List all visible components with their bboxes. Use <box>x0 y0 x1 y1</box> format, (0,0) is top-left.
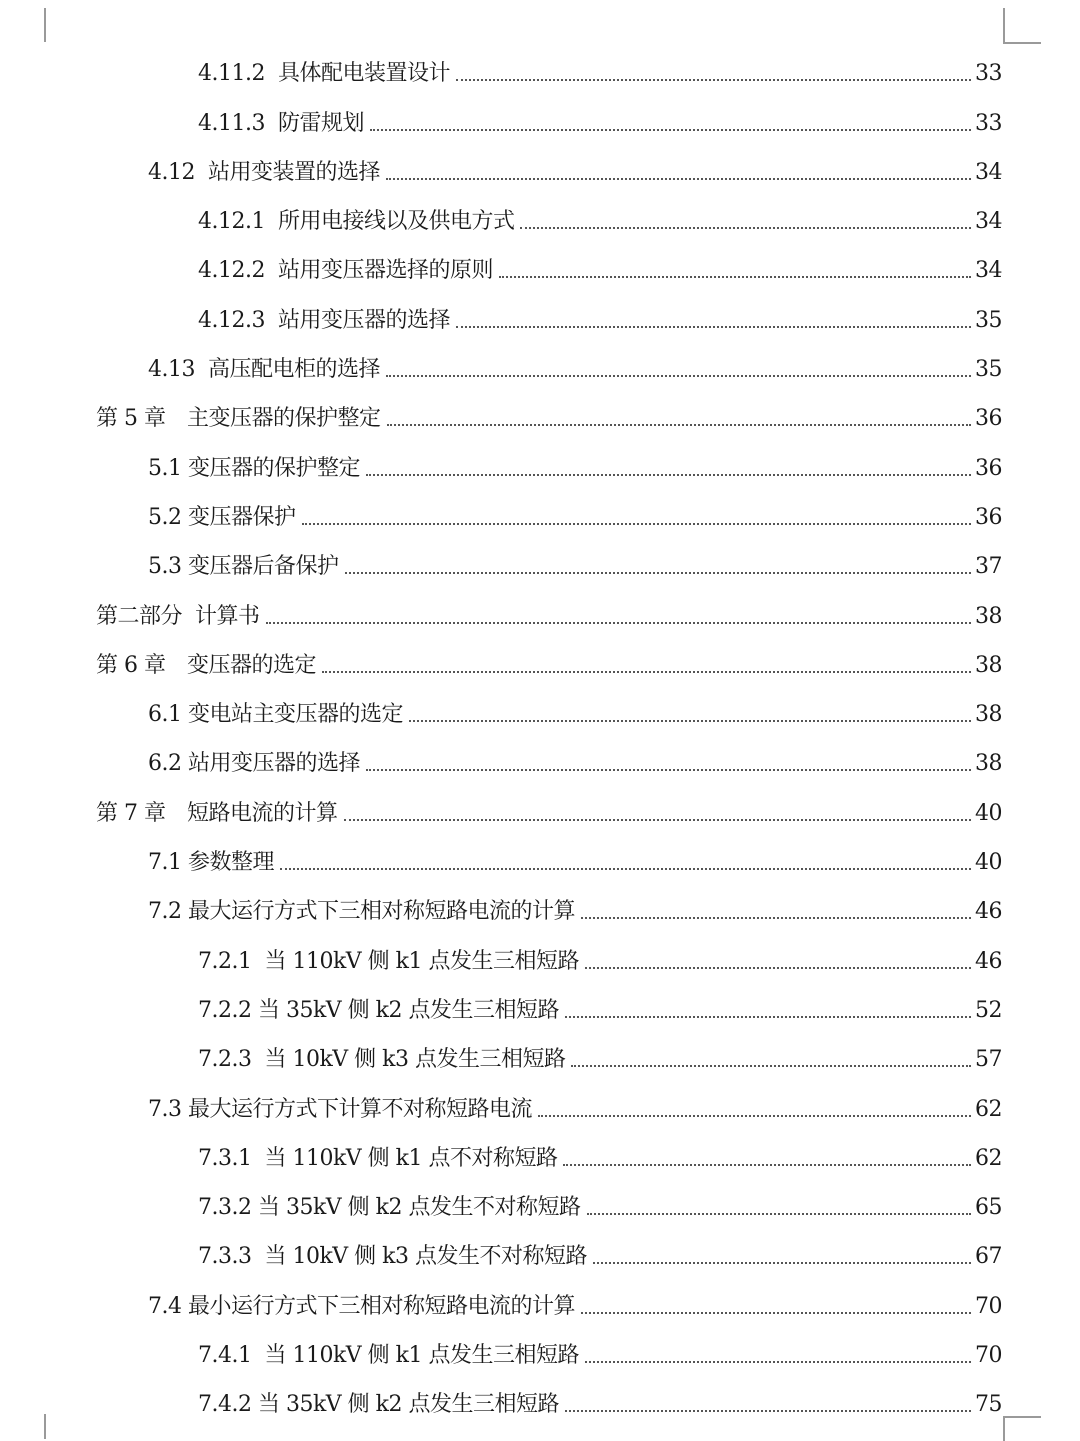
toc-entry[interactable] <box>0 1369 1080 1418</box>
toc-entry-page-number: 34 <box>975 159 1002 185</box>
toc-entry-number: 第 7 章 <box>96 800 187 826</box>
toc-entry-page-number: 62 <box>975 1096 1002 1122</box>
toc-entry-title: 站用变压器的选择 <box>187 751 360 777</box>
toc-entry-title: 变压器的选定 <box>186 652 316 678</box>
toc-entry-number: 7.4.1 <box>198 1343 265 1369</box>
toc-entry-page-number: 75 <box>975 1392 1002 1418</box>
dot-leader <box>345 572 972 574</box>
dot-leader <box>409 720 971 722</box>
toc-entry-page-number: 33 <box>975 110 1002 136</box>
toc-entry-title: 当 110kV 侧 k1 点不对称短路 <box>264 1145 558 1171</box>
toc-entry[interactable] <box>0 925 1080 974</box>
toc-entry-title: 短路电流的计算 <box>186 800 338 826</box>
toc-entry-title: 最小运行方式下三相对称短路电流的计算 <box>187 1293 575 1319</box>
toc-entry-number: 第二部分 <box>96 603 195 629</box>
toc-entry[interactable] <box>0 975 1080 1024</box>
toc-entry-page-number: 36 <box>975 455 1002 481</box>
toc-entry-number: 7.3.2 <box>198 1195 258 1221</box>
dot-leader <box>585 967 971 969</box>
toc-entry-title: 变电站主变压器的选定 <box>187 702 403 728</box>
toc-entry-page-number: 57 <box>975 1047 1002 1073</box>
toc-entry-number: 7.4.2 <box>198 1392 258 1418</box>
toc-entry-title: 具体配电装置设计 <box>277 61 450 87</box>
toc-entry-title: 站用变装置的选择 <box>207 159 380 185</box>
dot-leader <box>280 868 971 870</box>
toc-entry[interactable] <box>0 1221 1080 1270</box>
dot-leader <box>370 129 971 131</box>
toc-entry-page-number: 46 <box>975 899 1002 925</box>
toc-entry-number: 4.11.3 <box>198 110 278 136</box>
toc-entry[interactable] <box>0 87 1080 136</box>
toc-entry-number: 7.2.2 <box>198 997 258 1023</box>
toc-entry-number: 4.12.1 <box>198 209 278 235</box>
toc-entry-number: 第 6 章 <box>96 652 187 678</box>
toc-entry-page-number: 40 <box>975 850 1002 876</box>
toc-entry-number: 5.2 <box>148 504 188 530</box>
toc-entry-title: 当 10kV 侧 k3 点发生三相短路 <box>264 1047 566 1073</box>
toc-entry-title: 变压器后备保护 <box>187 554 339 580</box>
crop-mark-bottom-right <box>1003 1416 1041 1441</box>
toc-entry-page-number: 52 <box>975 997 1002 1023</box>
dot-leader <box>386 178 971 180</box>
toc-entry-number: 5.1 <box>148 455 188 481</box>
toc-entry-number: 4.12 <box>148 159 208 185</box>
table-of-contents <box>0 38 1080 1418</box>
dot-leader <box>266 622 971 624</box>
toc-entry-number: 7.2.3 <box>198 1047 265 1073</box>
toc-entry-number: 4.11.2 <box>198 61 278 87</box>
toc-entry-title: 变压器的保护整定 <box>187 455 360 481</box>
toc-entry-page-number: 38 <box>975 603 1002 629</box>
toc-entry-number: 4.12.2 <box>198 258 278 284</box>
toc-entry[interactable] <box>0 38 1080 87</box>
dot-leader <box>322 671 971 673</box>
toc-entry-page-number: 38 <box>975 702 1002 728</box>
dot-leader <box>499 276 971 278</box>
dot-leader <box>456 326 971 328</box>
toc-entry[interactable] <box>0 137 1080 186</box>
toc-entry-page-number: 46 <box>975 948 1002 974</box>
dot-leader <box>581 1312 971 1314</box>
toc-entry-page-number: 34 <box>975 209 1002 235</box>
toc-entry-number: 6.2 <box>148 751 188 777</box>
toc-entry-page-number: 35 <box>975 307 1002 333</box>
toc-entry-title: 当 110kV 侧 k1 点发生三相短路 <box>264 1343 579 1369</box>
toc-entry[interactable] <box>0 1024 1080 1073</box>
toc-entry-page-number: 38 <box>975 751 1002 777</box>
toc-entry-title: 变压器保护 <box>187 504 296 530</box>
dot-leader <box>387 424 972 426</box>
dot-leader <box>571 1065 971 1067</box>
toc-entry-title: 最大运行方式下三相对称短路电流的计算 <box>187 899 575 925</box>
dot-leader <box>302 523 972 525</box>
toc-entry-title: 防雷规划 <box>277 110 364 136</box>
toc-entry-page-number: 38 <box>975 652 1002 678</box>
dot-leader <box>344 819 972 821</box>
dot-leader <box>565 1016 971 1018</box>
toc-entry-title: 当 35kV 侧 k2 点发生不对称短路 <box>257 1195 581 1221</box>
toc-entry-number: 4.12.3 <box>198 307 278 333</box>
toc-entry-page-number: 33 <box>975 61 1002 87</box>
toc-entry-title: 主变压器的保护整定 <box>186 406 381 432</box>
toc-entry[interactable] <box>0 1073 1080 1122</box>
toc-entry-page-number: 67 <box>975 1244 1002 1270</box>
dot-leader <box>581 917 971 919</box>
toc-entry[interactable] <box>0 334 1080 383</box>
toc-entry-number: 7.3.1 <box>198 1145 265 1171</box>
toc-entry[interactable] <box>0 728 1080 777</box>
toc-entry-number: 7.3.3 <box>198 1244 265 1270</box>
dot-leader <box>520 227 971 229</box>
toc-entry-title: 当 10kV 侧 k3 点发生不对称短路 <box>264 1244 587 1270</box>
dot-leader <box>585 1361 971 1363</box>
toc-entry-number: 7.2.1 <box>198 948 265 974</box>
toc-entry[interactable] <box>0 432 1080 481</box>
toc-entry-title: 最大运行方式下计算不对称短路电流 <box>187 1096 532 1122</box>
toc-entry-number: 6.1 <box>148 702 188 728</box>
toc-entry-title: 当 35kV 侧 k2 点发生三相短路 <box>257 997 559 1023</box>
toc-entry-page-number: 65 <box>975 1195 1002 1221</box>
toc-entry-title: 所用电接线以及供电方式 <box>277 209 515 235</box>
toc-entry[interactable] <box>0 1172 1080 1221</box>
toc-entry[interactable] <box>0 876 1080 925</box>
toc-entry-number: 7.2 <box>148 899 188 925</box>
toc-entry[interactable] <box>0 383 1080 432</box>
toc-entry[interactable] <box>0 679 1080 728</box>
toc-entry-page-number: 37 <box>975 554 1002 580</box>
toc-entry[interactable] <box>0 284 1080 333</box>
dot-leader <box>366 474 971 476</box>
toc-entry-title: 当 35kV 侧 k2 点发生三相短路 <box>257 1392 559 1418</box>
toc-entry[interactable] <box>0 482 1080 531</box>
toc-entry-page-number: 62 <box>975 1145 1002 1171</box>
dot-leader <box>587 1213 972 1215</box>
toc-entry-number: 4.13 <box>148 357 208 383</box>
crop-mark-top-left <box>40 8 46 42</box>
toc-entry-page-number: 36 <box>975 406 1002 432</box>
toc-entry-title: 当 110kV 侧 k1 点发生三相短路 <box>264 948 579 974</box>
dot-leader <box>456 79 971 81</box>
toc-entry[interactable] <box>0 827 1080 876</box>
dot-leader <box>593 1262 971 1264</box>
toc-entry-page-number: 35 <box>975 357 1002 383</box>
toc-entry[interactable] <box>0 1320 1080 1369</box>
toc-entry[interactable] <box>0 630 1080 679</box>
dot-leader <box>386 375 971 377</box>
toc-entry-number: 5.3 <box>148 554 188 580</box>
dot-leader <box>366 769 971 771</box>
dot-leader <box>563 1164 971 1166</box>
toc-entry-page-number: 36 <box>975 504 1002 530</box>
toc-entry-number: 7.4 <box>148 1293 188 1319</box>
dot-leader <box>538 1115 971 1117</box>
toc-entry-number: 7.3 <box>148 1096 188 1122</box>
toc-entry[interactable] <box>0 186 1080 235</box>
toc-entry[interactable] <box>0 1123 1080 1172</box>
toc-entry-title: 计算书 <box>195 603 260 629</box>
toc-entry-page-number: 34 <box>975 258 1002 284</box>
dot-leader <box>565 1410 971 1412</box>
toc-entry-title: 参数整理 <box>187 850 274 876</box>
toc-entry-number: 第 5 章 <box>96 406 187 432</box>
toc-entry-page-number: 70 <box>975 1343 1002 1369</box>
toc-entry-title: 站用变压器的选择 <box>277 307 450 333</box>
toc-entry[interactable] <box>0 531 1080 580</box>
toc-entry[interactable] <box>0 235 1080 284</box>
toc-entry-page-number: 70 <box>975 1293 1002 1319</box>
toc-entry-number: 7.1 <box>148 850 188 876</box>
toc-entry-title: 高压配电柜的选择 <box>207 357 380 383</box>
toc-entry[interactable] <box>0 777 1080 826</box>
toc-entry[interactable] <box>0 580 1080 629</box>
toc-entry[interactable] <box>0 1270 1080 1319</box>
toc-entry-page-number: 40 <box>975 800 1002 826</box>
toc-entry-title: 站用变压器选择的原则 <box>277 258 493 284</box>
